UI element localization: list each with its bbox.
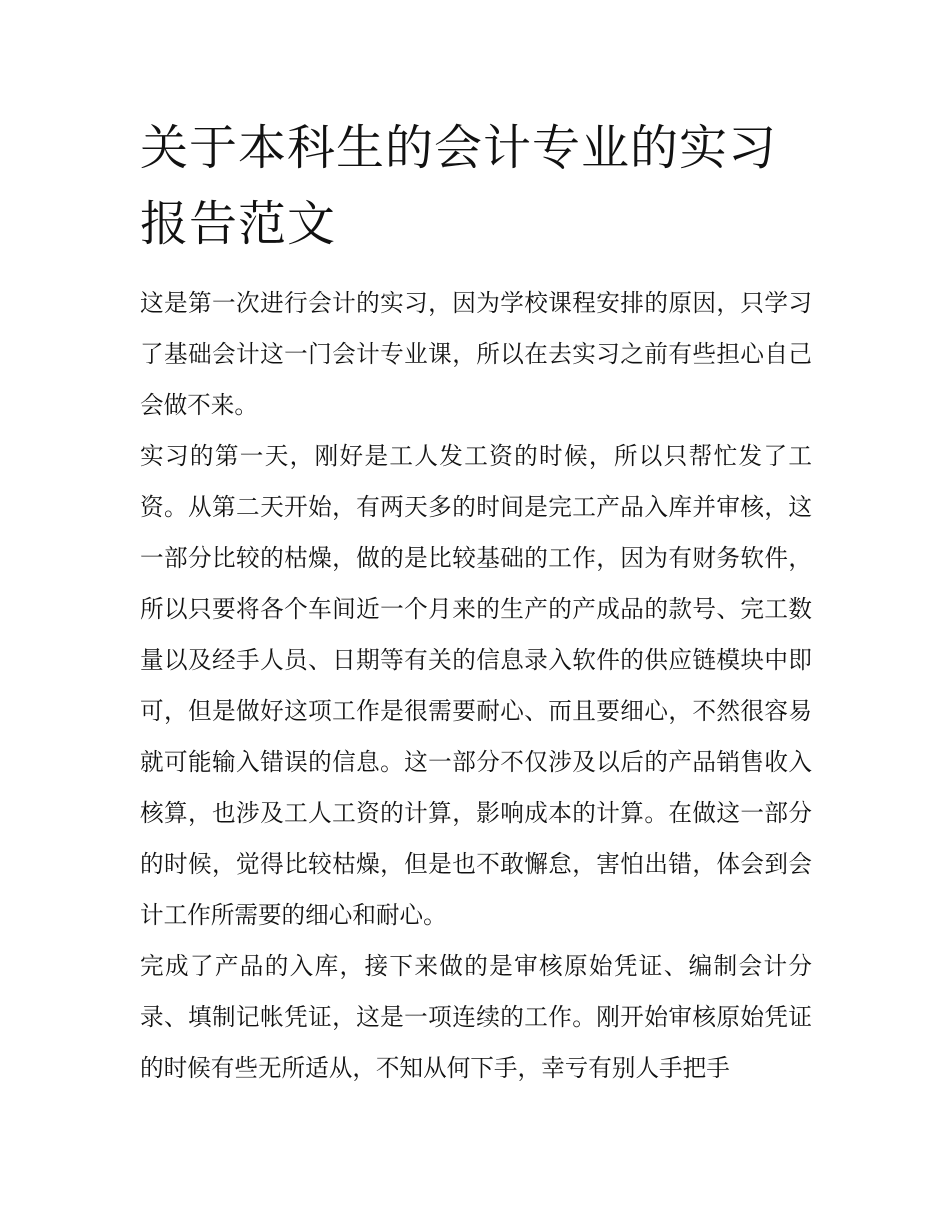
paragraph-2: 实习的第一天，刚好是工人发工资的时候，所以只帮忙发了工资。从第二天开始，有两天多的时间是完工产品入库并审核，这一部分比较的枯燥，做的是比较基础的工作，因为有财务软件，所以只要将各个车间近一个月来的生产的产成品的款号、完工数量以及经手人员、日期等有关的信息录入软件的供应链模块中即可，但是做好这项工作是很需要耐心、而且要细心，不然很容易就可能输入错误的信息。这一部分不仅涉及以后的产品销售收入核算，也涉及工人工资的计算，影响成本的计算。在做这一部分的时候，觉得比较枯燥，但是也不敢懈怠，害怕出错，体会到会计工作所需要的细心和耐心。 bbox=[140, 442, 812, 929]
paragraph-1: 这是第一次进行会计的实习，因为学校课程安排的原因，只学习了基础会计这一门会计专业课，所以在去实习之前有些担心自己会做不来。 bbox=[140, 289, 812, 419]
paragraph-3: 完成了产品的入库，接下来做的是审核原始凭证、编制会计分录、填制记帐凭证，这是一项连续的工作。刚开始审核原始凭证的时候有些无所适从，不知从何下手，幸亏有别人手把手 bbox=[140, 952, 812, 1082]
document-page bbox=[140, 110, 812, 1094]
document-body bbox=[140, 278, 812, 1094]
document-title: 关于本科生的会计专业的实习报告范文 bbox=[140, 120, 778, 252]
